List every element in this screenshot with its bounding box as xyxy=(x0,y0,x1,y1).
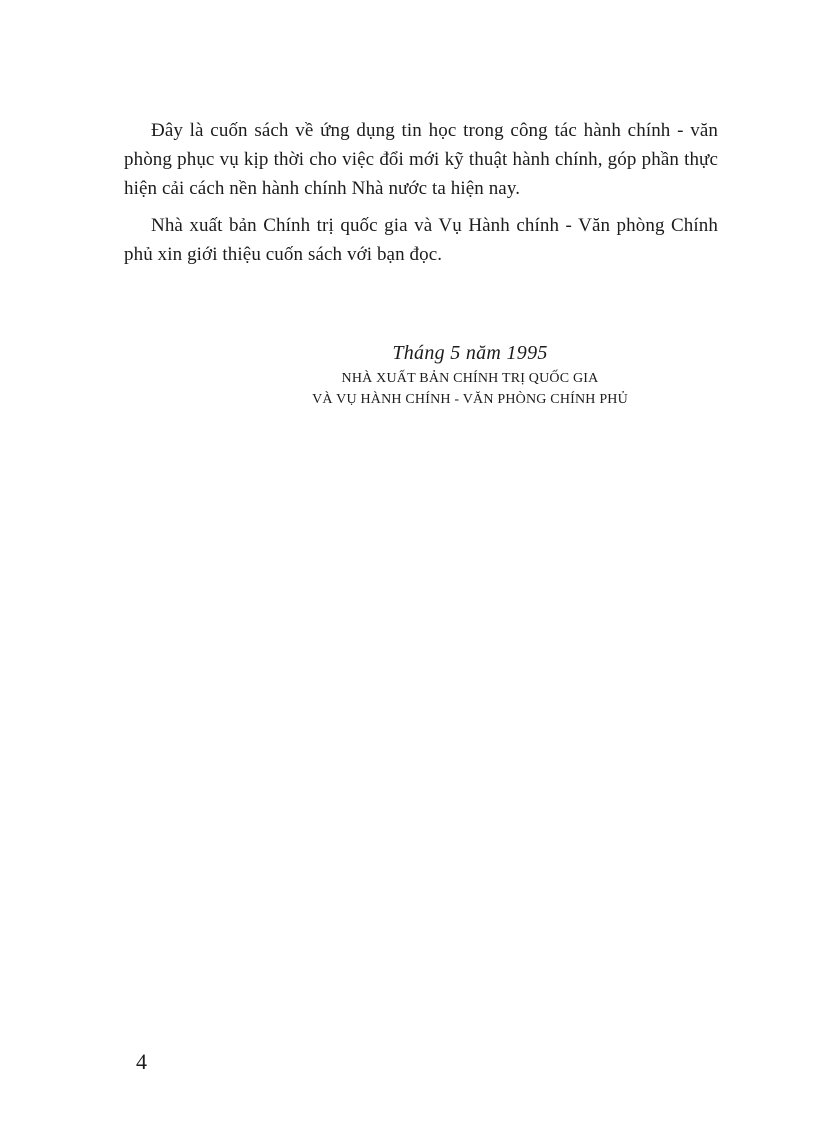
signature-department: VÀ VỤ HÀNH CHÍNH - VĂN PHÒNG CHÍNH PHỦ xyxy=(312,392,628,407)
page-number: 4 xyxy=(136,1049,147,1074)
signature-block xyxy=(250,338,690,410)
signature-date: Tháng 5 năm 1995 xyxy=(392,342,548,364)
body-text xyxy=(124,116,718,277)
paragraph-1: Đây là cuốn sách về ứng dụng tin học trong công tác hành chính - văn phòng phục vụ kịp thời cho việc đổi mới kỹ thuật hành chính, góp phần thực hiện cải cách nền hành chính Nhà nước ta hiện nay. xyxy=(124,120,718,199)
paragraph-2: Nhà xuất bản Chính trị quốc gia và Vụ Hành chính - Văn phòng Chính phủ xin giới thiệu cuốn sách với bạn đọc. xyxy=(124,215,718,265)
signature-publisher: NHÀ XUẤT BẢN CHÍNH TRỊ QUỐC GIA xyxy=(341,371,599,386)
